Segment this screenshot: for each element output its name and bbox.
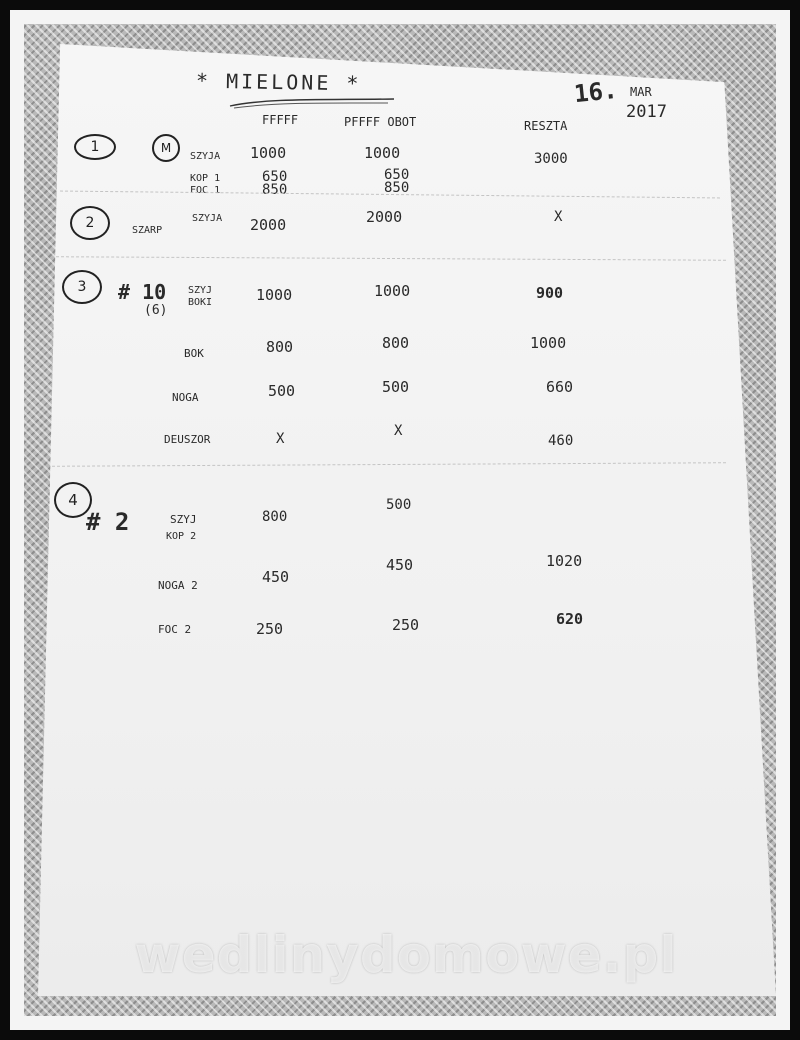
row-label: NOGA xyxy=(172,391,199,404)
section-subtag-3: (6) xyxy=(144,303,168,318)
row-value-col2: 1000 xyxy=(364,144,401,162)
row-value-col1: 450 xyxy=(262,568,290,586)
row-value-col3: 1020 xyxy=(546,552,583,570)
column-header-1: FFFFF xyxy=(262,113,299,127)
row-label: FOC 2 xyxy=(158,623,192,636)
row-label: KOP 1 xyxy=(190,173,221,184)
row-label: DEUSZOR xyxy=(164,433,211,446)
row-value-col2: 500 xyxy=(382,378,410,396)
row-value-col3: 660 xyxy=(546,378,574,396)
row-label: FOC 1 xyxy=(190,185,221,196)
section-number-1: 1 xyxy=(74,134,116,160)
row-value-col3: 460 xyxy=(548,433,574,449)
section-tag-2: SZARP xyxy=(132,225,163,236)
row-label-2: BOKI xyxy=(188,297,213,308)
row-value-col3: X xyxy=(554,209,563,225)
row-label: BOK xyxy=(184,347,204,360)
row-value-col1: 1000 xyxy=(256,286,293,304)
row-value-col3: 900 xyxy=(536,284,564,302)
row-value-col3: 3000 xyxy=(534,151,568,167)
column-header-2: PFFFF OBOT xyxy=(344,115,417,129)
section-tag-4: # 2 xyxy=(86,508,130,536)
row-label: SZYJ xyxy=(170,513,197,526)
row-label: SZYJA xyxy=(190,151,221,162)
date-day: 16. xyxy=(572,75,619,109)
section-tag-3: # 10 xyxy=(118,280,167,304)
row-value-col2: 850 xyxy=(384,180,410,196)
row-value-col1: 1000 xyxy=(250,144,287,162)
date-year: 2017 xyxy=(626,102,667,122)
row-label-2: KOP 2 xyxy=(166,531,197,542)
row-value-col1: 250 xyxy=(256,620,284,638)
row-label: SZYJA xyxy=(192,213,223,224)
row-value-col2: X xyxy=(394,423,403,439)
row-value-col2: 650 xyxy=(384,167,410,183)
row-value-col1: 500 xyxy=(268,382,296,400)
row-value-col1: 800 xyxy=(266,338,294,356)
row-value-col1: 850 xyxy=(262,182,288,198)
row-value-col3: 1000 xyxy=(530,334,567,352)
row-value-col1: 650 xyxy=(262,169,288,185)
title-underline xyxy=(228,96,398,110)
section-number-4: 4 xyxy=(54,482,92,518)
row-value-col2: 500 xyxy=(386,497,412,513)
watermark: wedlinydomowe.pl xyxy=(134,926,678,984)
row-label: SZYJ xyxy=(188,285,213,296)
row-value-col2: 1000 xyxy=(374,282,411,300)
row-value-col2: 800 xyxy=(382,334,410,352)
row-value-col1: 2000 xyxy=(250,216,287,234)
row-value-col3: 620 xyxy=(556,610,584,628)
row-value-col1: 800 xyxy=(262,509,288,525)
row-value-col2: 450 xyxy=(386,556,414,574)
row-value-col2: 2000 xyxy=(366,208,403,226)
row-value-col1: X xyxy=(276,431,285,447)
section-number-3: 3 xyxy=(62,270,102,304)
page-title: * MIELONE * xyxy=(195,68,362,96)
section-tag-1: M xyxy=(152,134,180,162)
date-month: MAR xyxy=(630,85,652,99)
column-header-3: RESZTA xyxy=(524,119,568,133)
row-value-col2: 250 xyxy=(392,616,420,634)
section-number-2: 2 xyxy=(70,206,110,240)
row-label: NOGA 2 xyxy=(158,579,198,592)
